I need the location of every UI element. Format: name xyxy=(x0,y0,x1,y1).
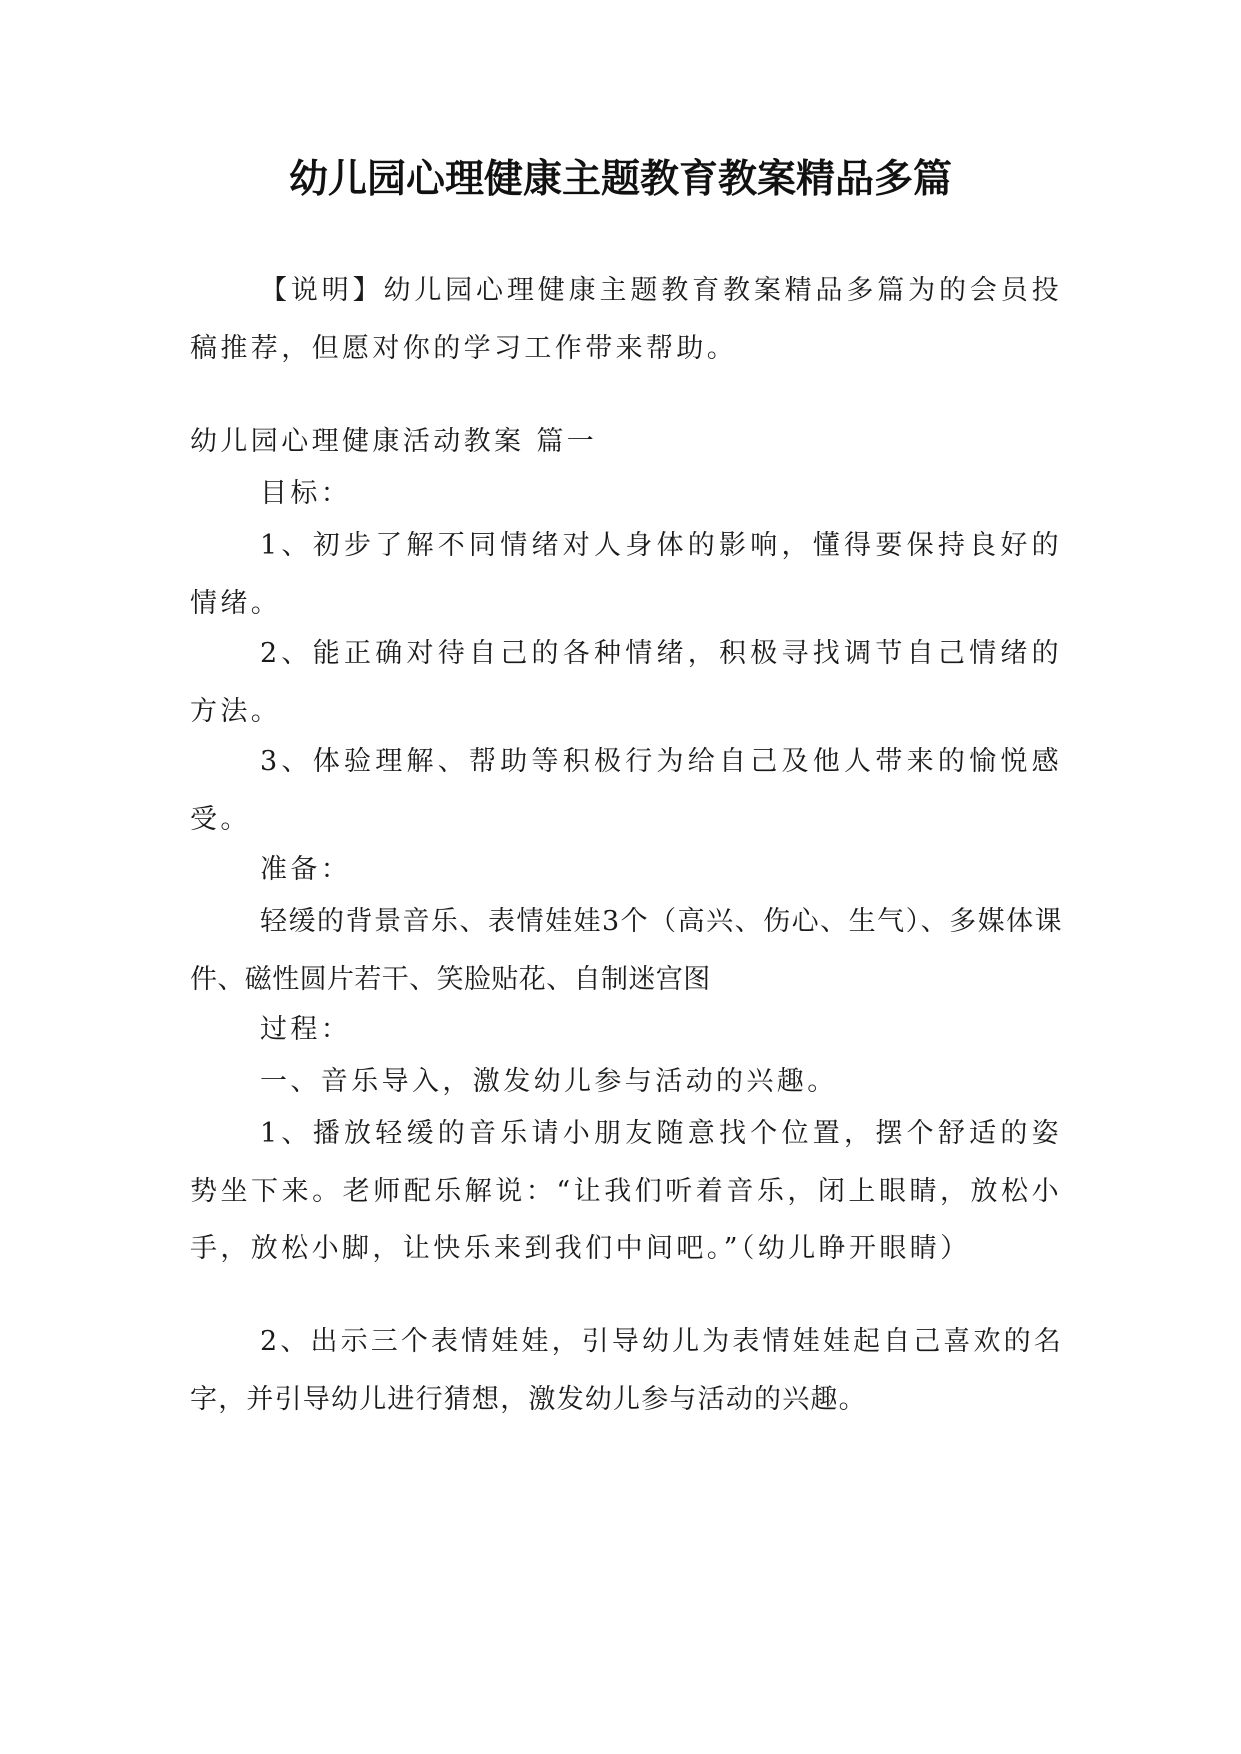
goal-item-1: 1、初步了解不同情绪对人身体的影响，懂得要保持良好的情绪。 xyxy=(190,530,1062,619)
process-heading: 过程： xyxy=(260,1014,352,1045)
process-step-1: 一、音乐导入，激发幼儿参与活动的兴趣。 xyxy=(260,1066,838,1097)
process-substep-1: 1、播放轻缓的音乐请小朋友随意找个位置，摆个舒适的姿势坐下来。老师配乐解说：“让我们听着音乐，闭上眼睛，放松小手，放松小脚，让快乐来到我们中间吧。”（幼儿睁开眼睛） xyxy=(190,1118,1062,1264)
intro-paragraph: 【说明】幼儿园心理健康主题教育教案精品多篇为的会员投稿推荐，但愿对你的学习工作带来帮助。 xyxy=(190,275,1062,364)
goal-item-3: 3、体验理解、帮助等积极行为给自己及他人带来的愉悦感受。 xyxy=(190,746,1062,835)
section-heading: 幼儿园心理健康活动教案 篇一 xyxy=(190,426,598,457)
process-substep-2: 2、出示三个表情娃娃，引导幼儿为表情娃娃起自己喜欢的名字，并引导幼儿进行猜想，激发幼儿参与活动的兴趣。 xyxy=(190,1326,1062,1415)
document-title: 幼儿园心理健康主题教育教案精品多篇 xyxy=(288,157,952,202)
goals-heading: 目标： xyxy=(260,478,352,509)
goal-item-2: 2、能正确对待自己的各种情绪，积极寻找调节自己情绪的方法。 xyxy=(190,638,1062,727)
preparation-content: 轻缓的背景音乐、表情娃娃3个（高兴、伤心、生气）、多媒体课件、磁性圆片若干、笑脸贴花、自制迷宫图 xyxy=(190,906,1062,995)
preparation-heading: 准备： xyxy=(260,854,352,885)
